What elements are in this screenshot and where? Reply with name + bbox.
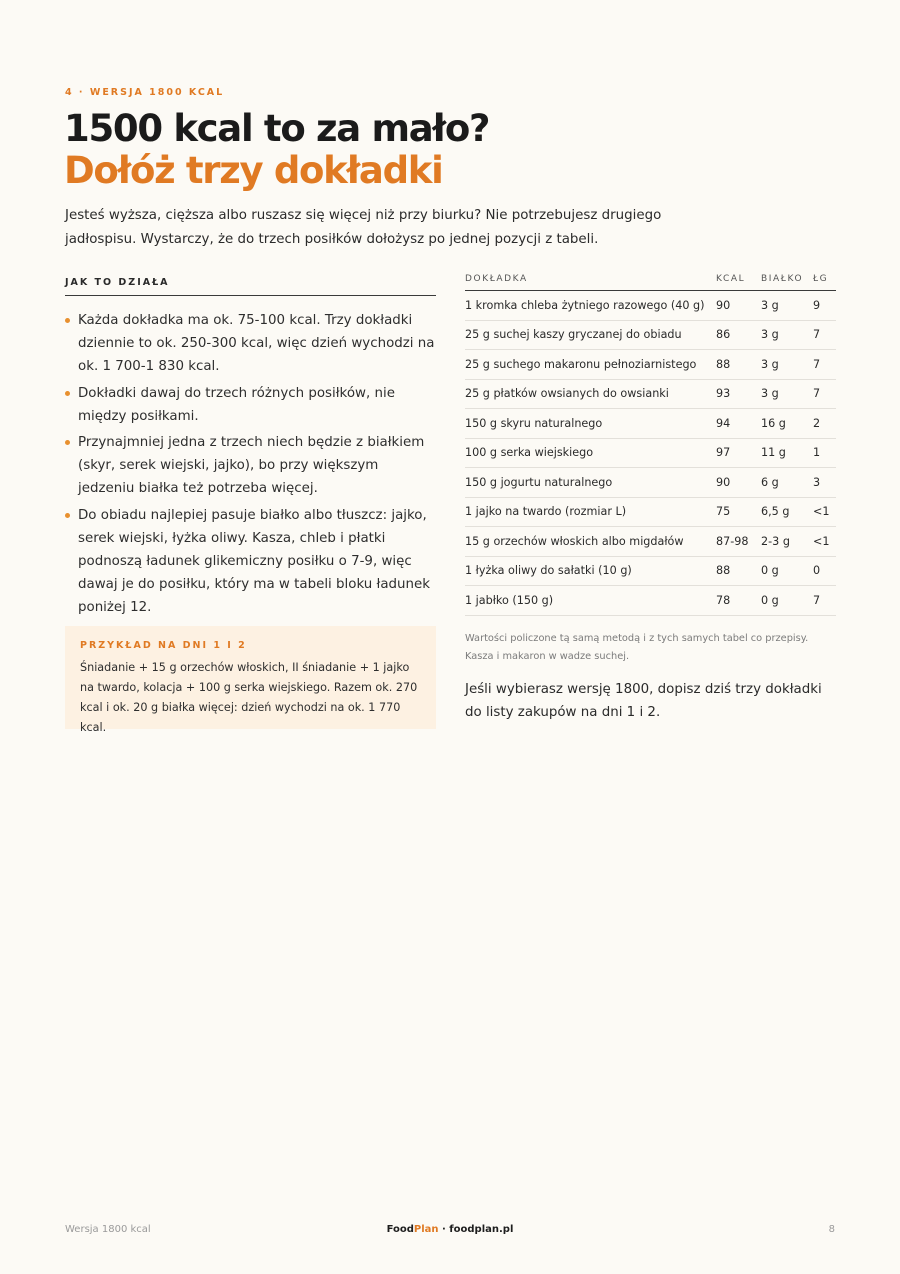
column-header-protein: BIAŁKO xyxy=(761,270,813,291)
list-item xyxy=(65,309,436,378)
cell-protein: 16 g xyxy=(761,409,813,439)
cell-item: 25 g suchego makaronu pełnoziarnistego xyxy=(465,350,716,380)
cell-gl: 0 xyxy=(813,556,836,586)
example-box xyxy=(65,626,436,734)
example-text: Śniadanie + 15 g orzechów włoskich, II śniadanie + 1 jajko na twardo, kolacja + 100 g serka wiejskiego. Razem ok. 270 kcal i ok. 20 g białka więcej: dzień wychodzi na ok. 1 770 kcal. xyxy=(80,660,418,734)
cell-kcal: 94 xyxy=(716,409,761,439)
table-row xyxy=(465,438,836,468)
cell-gl: 3 xyxy=(813,468,836,498)
table-header-row xyxy=(465,270,836,291)
cell-kcal: 90 xyxy=(716,468,761,498)
title-line-1: 1500 kcal to za mało? xyxy=(64,107,490,150)
cell-kcal: 87-98 xyxy=(716,527,761,557)
how-it-works-column xyxy=(65,277,436,734)
section-eyebrow: 4 · WERSJA 1800 KCAL xyxy=(65,87,225,98)
cell-kcal: 75 xyxy=(716,497,761,527)
extras-column xyxy=(465,270,836,724)
table-row xyxy=(465,320,836,350)
cell-protein: 3 g xyxy=(761,379,813,409)
cell-item: 25 g płatków owsianych do owsianki xyxy=(465,379,716,409)
cell-gl: 1 xyxy=(813,438,836,468)
cell-gl: 7 xyxy=(813,350,836,380)
cell-gl: <1 xyxy=(813,527,836,557)
brand-domain: · foodplan.pl xyxy=(438,1224,514,1235)
cell-kcal: 93 xyxy=(716,379,761,409)
title-line-2: Dołóż trzy dokładki xyxy=(64,149,443,192)
cell-kcal: 78 xyxy=(716,586,761,616)
table-row xyxy=(465,291,836,321)
table-row xyxy=(465,409,836,439)
cell-item: 1 jabłko (150 g) xyxy=(465,586,716,616)
cell-gl: <1 xyxy=(813,497,836,527)
brand-plan: Plan xyxy=(413,1224,439,1235)
cell-item: 150 g skyru naturalnego xyxy=(465,409,716,439)
table-note: Wartości policzone tą samą metodą i z tych samych tabel co przepisy. Kasza i makaron w wadze suchej. xyxy=(465,632,809,662)
cell-kcal: 88 xyxy=(716,350,761,380)
list-item-text: Każda dokładka ma ok. 75-100 kcal. Trzy dokładki dziennie to ok. 250-300 kcal, więc dzień wychodzi na ok. 1 700-1 830 kcal. xyxy=(78,313,435,374)
footer-version: Wersja 1800 kcal xyxy=(65,1224,151,1235)
cell-protein: 0 g xyxy=(761,586,813,616)
list-item xyxy=(65,431,436,500)
cell-item: 1 kromka chleba żytniego razowego (40 g) xyxy=(465,291,716,321)
cell-item: 25 g suchej kaszy gryczanej do obiadu xyxy=(465,320,716,350)
how-it-works-list xyxy=(65,309,436,619)
table-row xyxy=(465,586,836,616)
cell-item: 1 łyżka oliwy do sałatki (10 g) xyxy=(465,556,716,586)
column-header-item: DOKŁADKA xyxy=(465,270,716,291)
list-item-text: Dokładki dawaj do trzech różnych posiłków, nie między posiłkami. xyxy=(78,385,395,424)
cell-protein: 6,5 g xyxy=(761,497,813,527)
page-number: 8 xyxy=(828,1224,835,1235)
bullet-dot-icon xyxy=(65,318,70,323)
column-header-kcal: KCAL xyxy=(716,270,761,291)
table-row xyxy=(465,527,836,557)
cell-protein: 0 g xyxy=(761,556,813,586)
extras-table xyxy=(465,270,836,616)
list-item xyxy=(65,382,436,428)
cell-gl: 7 xyxy=(813,586,836,616)
how-it-works-heading: JAK TO DZIAŁA xyxy=(65,277,436,296)
bullet-dot-icon xyxy=(65,391,70,396)
table-body xyxy=(465,291,836,616)
cell-kcal: 86 xyxy=(716,320,761,350)
call-to-action: Jeśli wybierasz wersję 1800, dopisz dziś trzy dokładki do listy zakupów na dni 1 i 2. xyxy=(465,681,822,720)
list-item xyxy=(65,504,436,619)
cell-item: 150 g jogurtu naturalnego xyxy=(465,468,716,498)
cell-gl: 9 xyxy=(813,291,836,321)
table-row xyxy=(465,497,836,527)
cell-item: 15 g orzechów włoskich albo migdałów xyxy=(465,527,716,557)
column-header-gl: ŁG xyxy=(813,270,836,291)
intro-paragraph: Jesteś wyższa, cięższa albo ruszasz się więcej niż przy biurku? Nie potrzebujesz drugiego jadłospisu. Wystarczy, że do trzech posiłków dołożysz po jednej pozycji z tabeli. xyxy=(65,208,662,247)
brand-food: Food xyxy=(386,1224,414,1235)
list-item-text: Przynajmniej jedna z trzech niech będzie z białkiem (skyr, serek wiejski, jajko), bo przy większym jedzeniu białka też potrzeba więcej. xyxy=(78,435,425,496)
cell-protein: 3 g xyxy=(761,291,813,321)
cell-protein: 2-3 g xyxy=(761,527,813,557)
table-row xyxy=(465,556,836,586)
cell-protein: 3 g xyxy=(761,320,813,350)
cell-protein: 11 g xyxy=(761,438,813,468)
bullet-dot-icon xyxy=(65,513,70,518)
cell-item: 100 g serka wiejskiego xyxy=(465,438,716,468)
cell-kcal: 88 xyxy=(716,556,761,586)
table-row xyxy=(465,379,836,409)
cell-kcal: 90 xyxy=(716,291,761,321)
example-title: PRZYKŁAD NA DNI 1 I 2 xyxy=(80,639,247,651)
bullet-dot-icon xyxy=(65,440,70,445)
cell-gl: 7 xyxy=(813,320,836,350)
cell-gl: 2 xyxy=(813,409,836,439)
cell-protein: 3 g xyxy=(761,350,813,380)
cell-gl: 7 xyxy=(813,379,836,409)
cell-item: 1 jajko na twardo (rozmiar L) xyxy=(465,497,716,527)
cell-protein: 6 g xyxy=(761,468,813,498)
footer-brand xyxy=(0,1224,900,1235)
page-title xyxy=(64,108,489,192)
table-row xyxy=(465,350,836,380)
list-item-text: Do obiadu najlepiej pasuje białko albo tłuszcz: jajko, serek wiejski, łyżka oliwy. Kasza, chleb i płatki podnoszą ładunek glikemiczny posiłku o 7-9, więc dawaj je do posiłku, który ma w tabeli bloku ładunek poniżej 12. xyxy=(78,507,431,615)
cell-kcal: 97 xyxy=(716,438,761,468)
table-row xyxy=(465,468,836,498)
